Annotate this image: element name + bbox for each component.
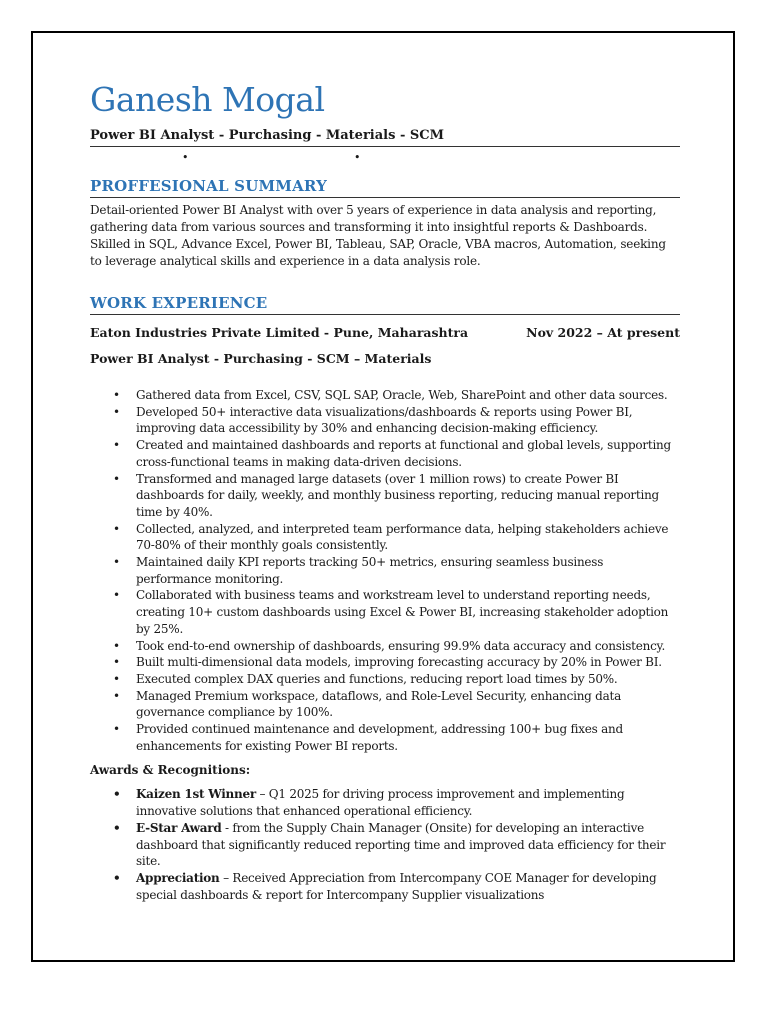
candidate-subtitle: Power BI Analyst - Purchasing - Materials - SCM	[90, 128, 680, 147]
job-dates: Nov 2022 – At present	[526, 325, 680, 340]
award-item	[90, 870, 680, 903]
award-item	[90, 786, 680, 819]
list-item: • Created and maintained dashboards and reports at functional and global levels, supporting cross-functional teams in making data-driven decisions.	[90, 437, 680, 470]
award-title: E-Star Award	[136, 820, 222, 835]
contact-separator: •	[182, 151, 189, 164]
list-item: • Gathered data from Excel, CSV, SQL SAP, Oracle, Web, SharePoint and other data sources.	[90, 387, 680, 404]
job-title: Power BI Analyst - Purchasing - SCM – Materials	[90, 351, 432, 366]
awards-heading: Awards & Recognitions:	[90, 763, 251, 778]
contact-row	[90, 147, 680, 171]
award-text: – Q1 2025 for driving process improvement and implementing innovative solutions that enhanced operational efficiency.	[136, 787, 625, 819]
list-item: • Provided continued maintenance and development, addressing 100+ bug fixes and enhancements for existing Power BI reports.	[90, 721, 680, 754]
job-header	[90, 325, 680, 341]
resume-content	[90, 80, 680, 903]
awards-list	[90, 786, 680, 903]
candidate-name: Ganesh Mogal	[90, 80, 325, 119]
award-text: - from the Supply Chain Manager (Onsite) for developing an interactive dashboard that significantly reduced reporting time and improved data efficiency for their site.	[136, 820, 666, 869]
list-item: • Managed Premium workspace, dataflows, and Role-Level Security, enhancing data governance compliance by 100%.	[90, 688, 680, 721]
list-item: • Transformed and managed large datasets (over 1 million rows) to create Power BI dashboards for daily, weekly, and monthly business reporting, reducing manual reporting time by 40%.	[90, 471, 680, 521]
list-item: • Built multi-dimensional data models, improving forecasting accuracy by 20% in Power BI.	[90, 654, 680, 671]
list-item: • Collected, analyzed, and interpreted team performance data, helping stakeholders achieve 70-80% of their monthly goals consistently.	[90, 521, 680, 554]
award-title: Appreciation	[136, 870, 220, 885]
job-company: Eaton Industries Private Limited - Pune, Maharashtra	[90, 325, 469, 340]
list-item: • Executed complex DAX queries and functions, reducing report load times by 50%.	[90, 671, 680, 688]
experience-bullets	[90, 387, 680, 754]
list-item: • Took end-to-end ownership of dashboards, ensuring 99.9% data accuracy and consistency.	[90, 638, 680, 655]
summary-heading: PROFFESIONAL SUMMARY	[90, 177, 680, 198]
award-item	[90, 820, 680, 870]
experience-heading: WORK EXPERIENCE	[90, 294, 680, 315]
list-item: • Maintained daily KPI reports tracking 50+ metrics, ensuring seamless business performance monitoring.	[90, 554, 680, 587]
award-text: – Received Appreciation from Intercompany COE Manager for developing special dashboards & report for Intercompany Supplier visualizations	[136, 870, 657, 902]
award-title: Kaizen 1st Winner	[136, 787, 256, 802]
list-item: • Developed 50+ interactive data visualizations/dashboards & reports using Power BI, improving data accessibility by 30% and enhancing decision-making efficiency.	[90, 404, 680, 437]
list-item: • Collaborated with business teams and workstream level to understand reporting needs, creating 10+ custom dashboards using Excel & Power BI, increasing stakeholder adoption by 25%.	[90, 587, 680, 637]
contact-separator: •	[354, 151, 361, 164]
summary-text: Detail-oriented Power BI Analyst with over 5 years of experience in data analysis and reporting, gathering data from various sources and transforming it into insightful reports & Dashboards. Skilled in SQL, Advance Excel, Power BI, Tableau, SAP, Oracle, VBA macros, Automation, seeking to leverage analytical skills and experience in a data analysis role.	[90, 203, 666, 268]
